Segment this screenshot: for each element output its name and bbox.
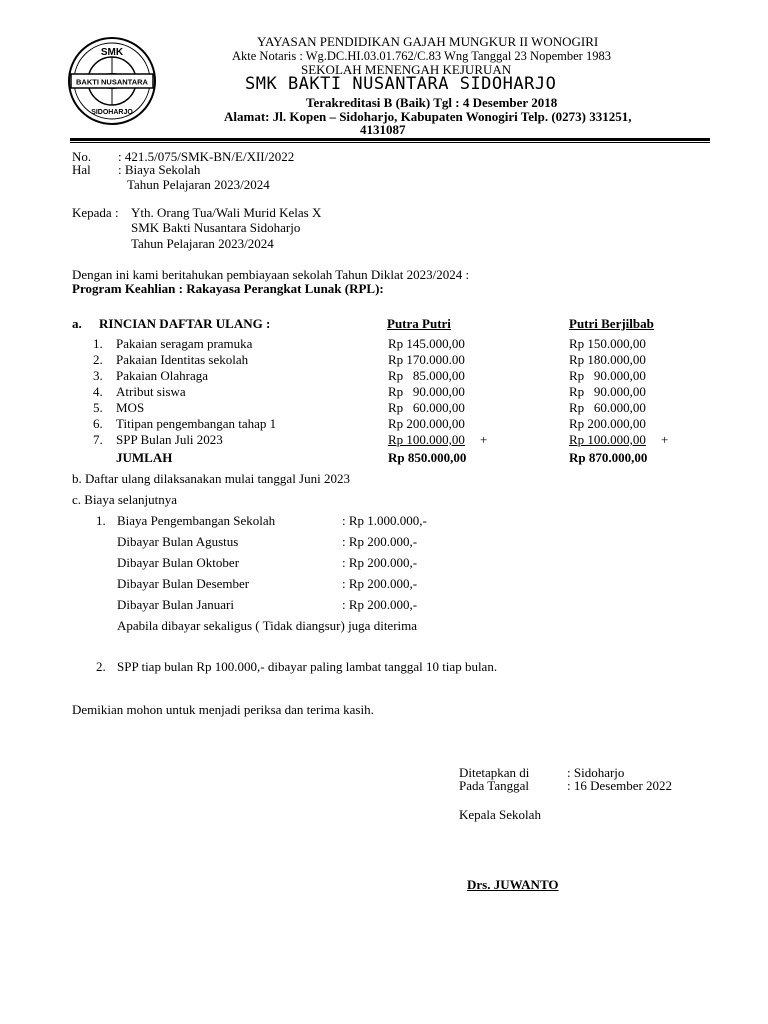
plus-sign-1: + (480, 432, 488, 447)
section-c-item-1-number: 1. (96, 513, 106, 528)
installment-label: Biaya Pengembangan Sekolah (117, 513, 276, 528)
school-name: SMK BAKTI NUSANTARA SIDOHARJO (245, 74, 557, 94)
foundation-name: YAYASAN PENDIDIKAN GAJAH MUNGKUR II WONOGIRI (257, 34, 599, 49)
place-value: : Sidoharjo (567, 765, 625, 780)
item-value-putra-putri: Rp 100.000,00 (388, 432, 465, 447)
total-putri-berjilbab: Rp 870.000,00 (569, 450, 648, 465)
notary-line: Akte Notaris : Wg.DC.HI.03.01.762/C.83 Wng Tanggal 23 Nopember 1983 (232, 49, 611, 63)
item-label: Pakaian seragam pramuka (116, 336, 253, 351)
signer-role: Kepala Sekolah (459, 807, 541, 822)
total-label: JUMLAH (116, 450, 173, 465)
installment-value: : Rp 200.000,- (342, 597, 418, 612)
item-value-putra-putri: Rp 170.000.00 (388, 352, 465, 367)
installment-label: Dibayar Bulan Desember (117, 576, 250, 591)
hal-value: : Biaya Sekolah (118, 162, 201, 177)
recipient-line-3: Tahun Pelajaran 2023/2024 (131, 236, 274, 251)
installment-value: : Rp 200.000,- (342, 576, 418, 591)
section-c-item-2-number: 2. (96, 659, 106, 674)
installment-label: Dibayar Bulan Januari (117, 597, 234, 612)
school-type: SEKOLAH MENENGAH KEJURUAN (301, 62, 512, 77)
item-value-putra-putri: Rp 200.000,00 (388, 416, 465, 431)
item-value-putri-berjilbab: Rp 150.000,00 (569, 336, 646, 351)
col-putri-berjilbab: Putri Berjilbab (569, 316, 654, 331)
address-line-1: Alamat: Jl. Kopen – Sidoharjo, Kabupaten Wonogiri Telp. (0273) 331251, (224, 109, 632, 124)
item-label: Pakaian Identitas sekolah (116, 352, 249, 367)
closing-text: Demikian mohon untuk menjadi periksa dan terima kasih. (72, 702, 374, 717)
logo-top-text: SMK (100, 47, 124, 58)
section-a-title: RINCIAN DAFTAR ULANG : (99, 316, 271, 331)
header-rule-thick (70, 138, 710, 141)
item-value-putra-putri: Rp 85.000,00 (388, 368, 465, 383)
address-line-2: 4131087 (360, 122, 406, 137)
program-line: Program Keahlian : Rakayasa Perangkat Lunak (RPL): (72, 281, 384, 296)
logo-bottom-text: SIDOHARJO (91, 109, 133, 116)
installment-label: Dibayar Bulan Oktober (117, 555, 240, 570)
item-value-putri-berjilbab: Rp 60.000,00 (569, 400, 646, 415)
item-number: 2. (93, 352, 103, 367)
installment-value: : Rp 200.000,- (342, 534, 418, 549)
logo-band-text: BAKTI NUSANTARA (76, 77, 148, 87)
hal-value-2: Tahun Pelajaran 2023/2024 (127, 177, 270, 192)
item-value-putri-berjilbab: Rp 90.000,00 (569, 368, 646, 383)
item-value-putri-berjilbab: Rp 200.000,00 (569, 416, 646, 431)
installment-label: Dibayar Bulan Agustus (117, 534, 239, 549)
col-putra-putri: Putra Putri (387, 316, 451, 331)
signer-name: Drs. JUWANTO (467, 877, 559, 892)
item-value-putri-berjilbab: Rp 90.000,00 (569, 384, 646, 399)
place-label: Ditetapkan di (459, 765, 530, 780)
section-c-title: c. Biaya selanjutnya (72, 492, 178, 507)
plus-sign-2: + (661, 432, 669, 447)
installment-value: : Rp 1.000.000,- (342, 513, 427, 528)
recipient-label: Kepada : (72, 205, 119, 220)
accreditation: Terakreditasi B (Baik) Tgl : 4 Desember 2018 (306, 95, 558, 110)
installment-value: : Rp 200.000,- (342, 555, 418, 570)
item-value-putri-berjilbab: Rp 100.000,00 (569, 432, 646, 447)
item-value-putra-putri: Rp 145.000,00 (388, 336, 465, 351)
item-label: Pakaian Olahraga (116, 368, 209, 383)
item-number: 5. (93, 400, 103, 415)
no-value: : 421.5/075/SMK-BN/E/XII/2022 (118, 149, 295, 164)
item-value-putra-putri: Rp 60.000,00 (388, 400, 465, 415)
item-label: Titipan pengembangan tahap 1 (116, 416, 277, 431)
recipient-line-2: SMK Bakti Nusantara Sidoharjo (131, 220, 301, 235)
item-value-putri-berjilbab: Rp 180.000,00 (569, 352, 646, 367)
date-label: Pada Tanggal (459, 778, 529, 793)
hal-label: Hal (72, 162, 91, 177)
recipient-line-1: Yth. Orang Tua/Wali Murid Kelas X (131, 205, 322, 220)
item-number: 6. (93, 416, 103, 431)
date-value: : 16 Desember 2022 (567, 778, 673, 793)
item-number: 7. (93, 432, 103, 447)
total-putra-putri: Rp 850.000,00 (388, 450, 467, 465)
section-a-marker: a. (72, 316, 82, 331)
header-rule-thin (70, 142, 710, 143)
section-c-note: Apabila dibayar sekaligus ( Tidak diangsur) juga diterima (117, 618, 418, 633)
item-label: SPP Bulan Juli 2023 (116, 432, 223, 447)
no-label: No. (72, 149, 92, 164)
school-logo (67, 36, 157, 126)
item-number: 3. (93, 368, 103, 383)
item-number: 4. (93, 384, 103, 399)
section-b: b. Daftar ulang dilaksanakan mulai tanggal Juni 2023 (72, 471, 350, 486)
section-c-item-2: SPP tiap bulan Rp 100.000,- dibayar paling lambat tanggal 10 tiap bulan. (117, 659, 498, 674)
item-value-putra-putri: Rp 90.000,00 (388, 384, 465, 399)
item-label: Atribut siswa (116, 384, 186, 399)
item-label: MOS (116, 400, 145, 415)
intro-line-1: Dengan ini kami beritahukan pembiayaan sekolah Tahun Diklat 2023/2024 : (72, 267, 470, 282)
item-number: 1. (93, 336, 103, 351)
